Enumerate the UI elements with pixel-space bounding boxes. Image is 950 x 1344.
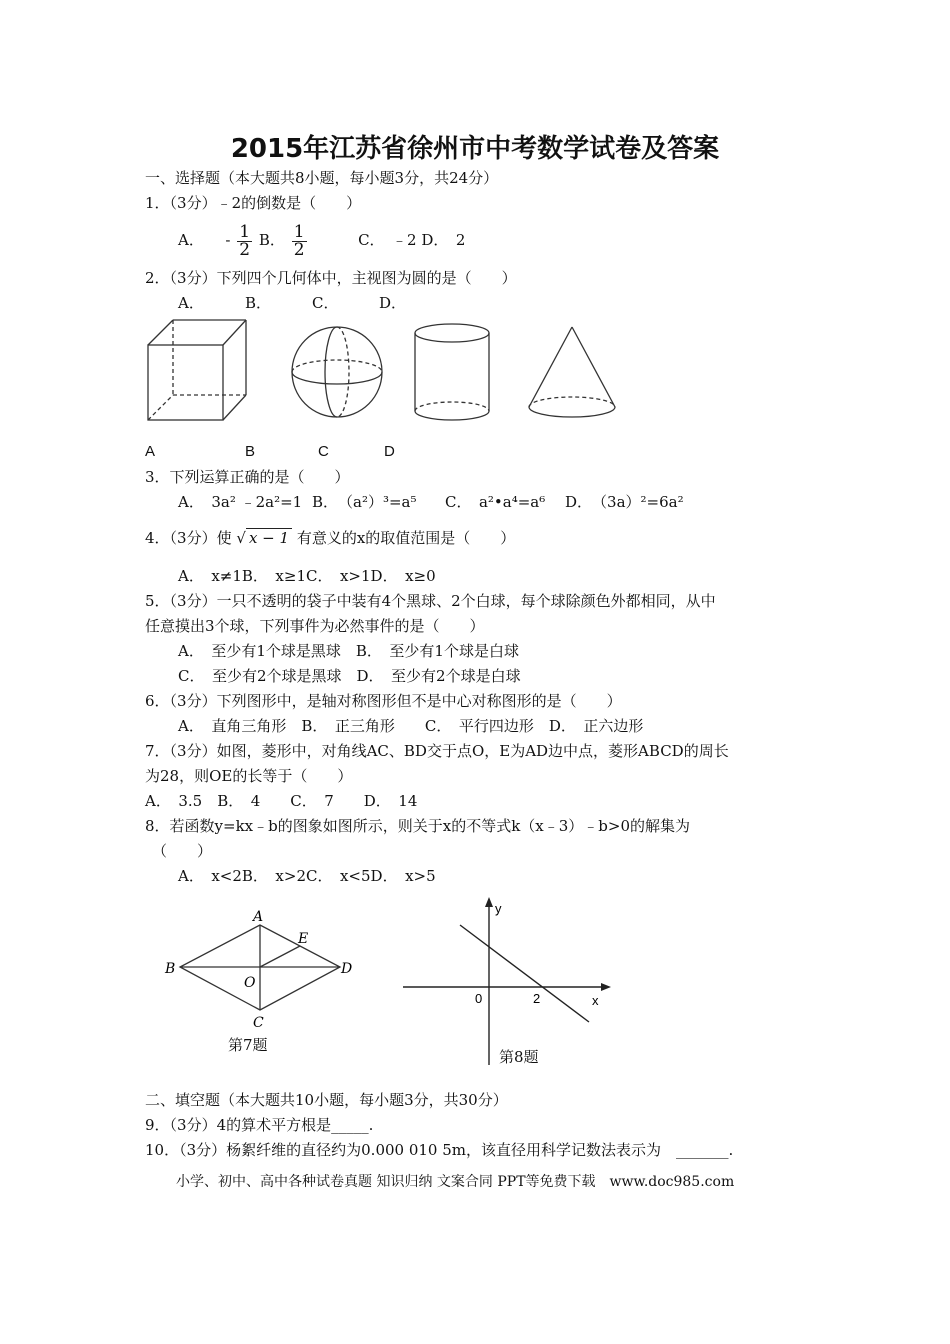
rhombus-label-a: A [253, 909, 264, 925]
question-10: 10．（3分）杨絮纤维的直径约为0.000 010 5m，该直径用科学记数法表示为 _______. [145, 1141, 734, 1159]
q2-figure-label-d: D [384, 443, 395, 460]
q2-option-d: D． [379, 294, 407, 312]
rhombus-figure [155, 905, 365, 1055]
question-8-line-1: 8．若函数y=kx﹣b的图象如图所示，则关于x的不等式k（x﹣3）﹣b>0的解集为 [145, 817, 691, 835]
q2-solids-figure [140, 315, 620, 430]
q3-option-a: A． 3a² ﹣2a²=1 [178, 493, 303, 511]
question-2-stem: 2．（3分）下列四个几何体中，主视图为圆的是（ ） [145, 269, 517, 287]
rhombus-label-o: O [244, 975, 256, 991]
question-5-line-1: 5．（3分）一只不透明的袋子中装有4个黑球、2个白球，每个球除颜色外都相同，从中 [145, 592, 716, 610]
q1-option-a-fraction: $\frac{1}{2}$ [239, 221, 251, 260]
q3-option-c: C． a²•a⁴=a⁶ [445, 493, 546, 511]
rhombus-label-b: B [165, 961, 176, 977]
q8-options: A． x<2B． x>2C． x<5D． x>5 [178, 867, 436, 885]
question-6-stem: 6．（3分）下列图形中，是轴对称图形但不是中心对称图形的是（ ） [145, 692, 622, 710]
graph-x-axis-label: x [592, 993, 599, 1008]
question-3-stem: 3．下列运算正确的是（ ） [145, 468, 350, 486]
section-heading-choice: 一、选择题（本大题共8小题，每小题3分，共24分） [145, 169, 499, 187]
cylinder-figure [415, 324, 489, 420]
figure-8-caption: 第8题 [499, 1048, 539, 1066]
q4-stem-prefix: 4．（3分）使 [145, 529, 232, 547]
footer-note: 小学、初中、高中各种试卷真题 知识归纳 文案合同 PPT等免费下载 www.doc985.com [176, 1174, 735, 1190]
question-8-line-2: （ ） [152, 842, 213, 860]
graph-origin-label: 0 [475, 991, 483, 1006]
question-5-line-2: 任意摸出3个球，下列事件为必然事件的是（ ） [145, 617, 485, 635]
q6-options: A． 直角三角形 B． 正三角形 C． 平行四边形 D． 正六边形 [178, 717, 644, 735]
q4-stem-suffix: 有意义的x的取值范围是（ ） [296, 529, 516, 547]
page-title: 2015年江苏省徐州市中考数学试卷及答案 [230, 134, 720, 164]
q3-option-d: D． （3a）²=6a² [565, 493, 684, 511]
q1-option-cd: C． ﹣2 D． 2 [358, 231, 466, 249]
section-heading-fill: 二、填空题（本大题共10小题，每小题3分，共30分） [145, 1091, 508, 1109]
question-9: 9．（3分）4的算术平方根是_____. [145, 1116, 374, 1134]
q1-option-b-label: B． [258, 231, 285, 249]
q4-sqrt-expression: √ x − 1 [236, 528, 292, 548]
graph-y-axis-label: y [495, 901, 502, 916]
cube-figure [148, 320, 246, 420]
question-1-stem: 1．（3分）﹣2的倒数是（ ） [145, 194, 362, 212]
sphere-figure [292, 327, 382, 417]
linear-graph-figure [395, 895, 620, 1070]
q2-option-a: A． [178, 294, 204, 312]
cone-figure [529, 327, 615, 417]
question-7-line-2: 为28，则OE的长等于（ ） [145, 767, 353, 785]
question-4-stem [145, 528, 515, 548]
q2-option-c: C． [312, 294, 339, 312]
question-1-options [178, 222, 465, 259]
q2-figure-label-a: A [145, 443, 156, 460]
q1-option-a-label: A． [178, 231, 204, 249]
rhombus-label-c: C [253, 1015, 264, 1031]
q1-option-a-sign: - [225, 231, 231, 249]
q7-options: A． 3.5 B． 4 C． 7 D． 14 [145, 792, 418, 810]
q5-options-cd: C． 至少有2个球是黑球 D． 至少有2个球是白球 [178, 667, 521, 685]
rhombus-label-d: D [341, 961, 353, 977]
q1-option-b-fraction: $\frac{1}{2}$ [293, 221, 305, 260]
q4-options: A． x≠1B． x≥1C． x>1D． x≥0 [178, 567, 436, 585]
q5-options-ab: A． 至少有1个球是黑球 B． 至少有1个球是白球 [178, 642, 519, 660]
graph-x-intercept-label: 2 [533, 991, 541, 1006]
q2-option-b: B． [245, 294, 272, 312]
q3-option-b: B． （a²）³=a⁵ [312, 493, 417, 511]
q2-figure-label-c: C [318, 443, 329, 460]
question-7-line-1: 7．（3分）如图，菱形中，对角线AC、BD交于点O，E为AD边中点，菱形ABCD的周长 [145, 742, 729, 760]
figure-7-caption: 第7题 [228, 1036, 268, 1054]
q2-figure-label-b: B [245, 443, 256, 460]
rhombus-label-e: E [298, 931, 309, 947]
